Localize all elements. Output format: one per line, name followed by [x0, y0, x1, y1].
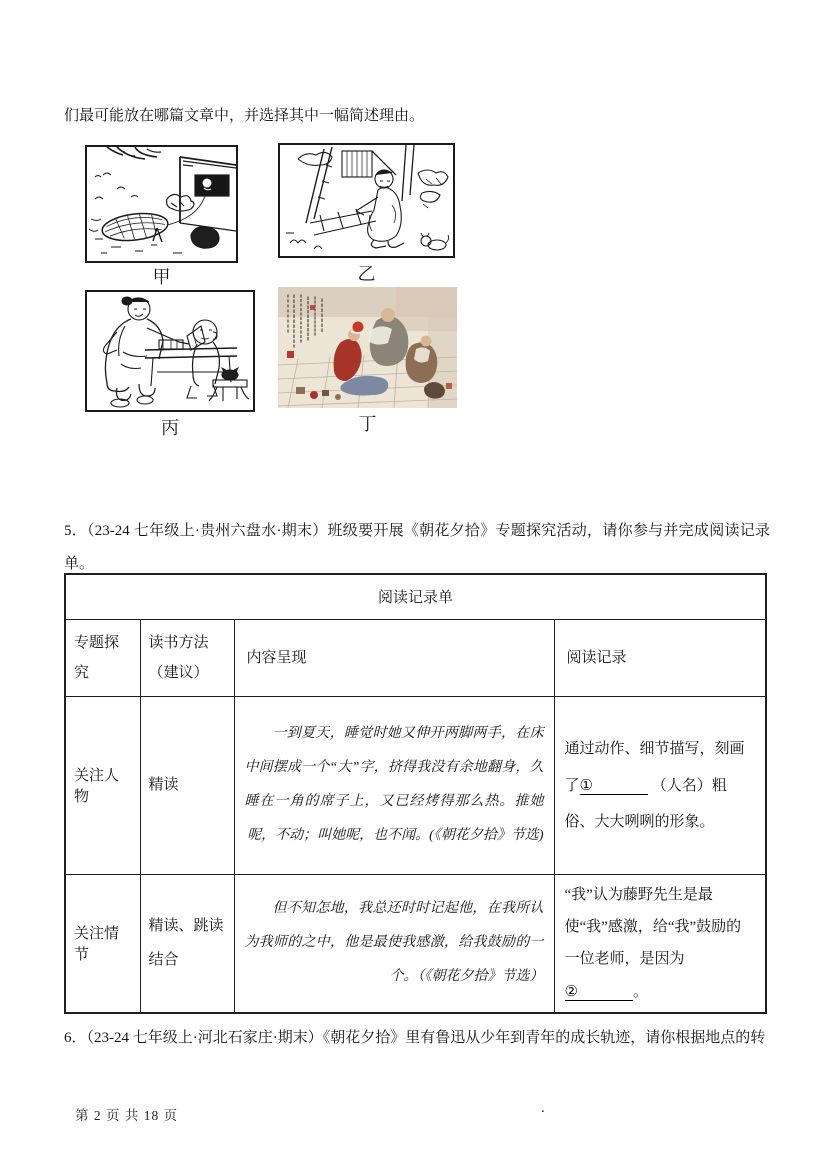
table-title: 阅读记录单 — [65, 574, 766, 619]
header-method-line2: （建议） — [148, 664, 209, 681]
figure-bing-woman-child-illustration — [85, 290, 255, 412]
figure-bing-drawing — [87, 292, 253, 410]
page-number-footer: 第 2 页 共 18 页 — [75, 1108, 179, 1123]
row1-blank-line — [593, 789, 648, 790]
header-content: 内容呈现 — [234, 619, 554, 696]
row1-record-after: （人名）粗俗、大大咧咧的形象。 — [564, 777, 727, 830]
header-method-line1: 读书方法 — [148, 634, 209, 651]
figure-ding-label: 丁 — [358, 414, 377, 434]
figure-yi-man-courtyard-illustration — [278, 143, 455, 258]
figure-yi-drawing — [280, 145, 453, 256]
figure-bing-label: 丙 — [161, 418, 179, 438]
table-row-plot — [65, 874, 766, 1013]
row1-topic: 关注人物 — [65, 696, 140, 874]
row2-topic: 关注情节 — [65, 874, 140, 1013]
question-6-text: 6．（23-24 七年级上·河北石家庄·期末）《朝花夕拾》里有鲁迅从少年到青年的成长轨迹，请你根据地点的转 — [64, 1030, 766, 1046]
intro-line: 们最可能放在哪篇文章中，并选择其中一幅简述理由。 — [64, 108, 425, 124]
row2-content-excerpt: 但不知怎地，我总还时时记起他，在我所认为我师的之中，他是最使我感激，给我鼓励的一个。（《朝花夕拾》节选） — [234, 874, 554, 1013]
table-row-characters — [65, 696, 766, 874]
figure-jia-bird-trap-illustration — [85, 145, 238, 263]
question-5-text: 5．（23-24 七年级上·贵州六盘水·期末）班级要开展《朝花夕拾》专题探究活动，请你参与并完成阅读记录单。 — [64, 523, 770, 572]
stray-period: . — [541, 1100, 545, 1116]
figure-ding-painting — [278, 287, 457, 408]
row1-method: 精读 — [140, 696, 234, 874]
reading-record-table — [64, 573, 767, 1014]
row1-blank — [579, 775, 648, 795]
row2-blank-line — [578, 995, 633, 996]
row1-record — [554, 696, 766, 874]
figure-jia-label: 甲 — [152, 267, 171, 287]
figure-jia-drawing — [87, 147, 236, 261]
figure-ding-drawing — [278, 287, 457, 408]
table-title-row — [65, 574, 766, 619]
row2-method: 精读、跳读结合 — [140, 874, 234, 1013]
row2-blank — [564, 981, 633, 1001]
header-method — [140, 619, 234, 696]
row2-record — [554, 874, 766, 1013]
table-header-row — [65, 619, 766, 696]
figure-yi-label: 乙 — [357, 264, 376, 284]
row2-record-before: “我”认为藤野先生是最使“我”感激，给“我”鼓励的一位老师，是因为 — [564, 886, 742, 967]
row1-blank-number: ① — [579, 775, 593, 794]
header-record: 阅读记录 — [554, 619, 766, 696]
row2-record-after: 。 — [632, 983, 648, 1000]
row2-blank-number: ② — [564, 981, 578, 1000]
row1-content-excerpt: 一到夏天，睡觉时她又伸开两脚两手，在床中间摆成一个“大”字，挤得我没有余地翻身，久睡在一角的席子上，又已经烤得那么热。推她呢，不动；叫她呢，也不闻。(《朝花夕拾》节选) — [234, 696, 554, 874]
row1-record-before: 通过动作、细节描写，刻画了 — [564, 740, 745, 794]
header-topic: 专题探究 — [65, 619, 140, 696]
